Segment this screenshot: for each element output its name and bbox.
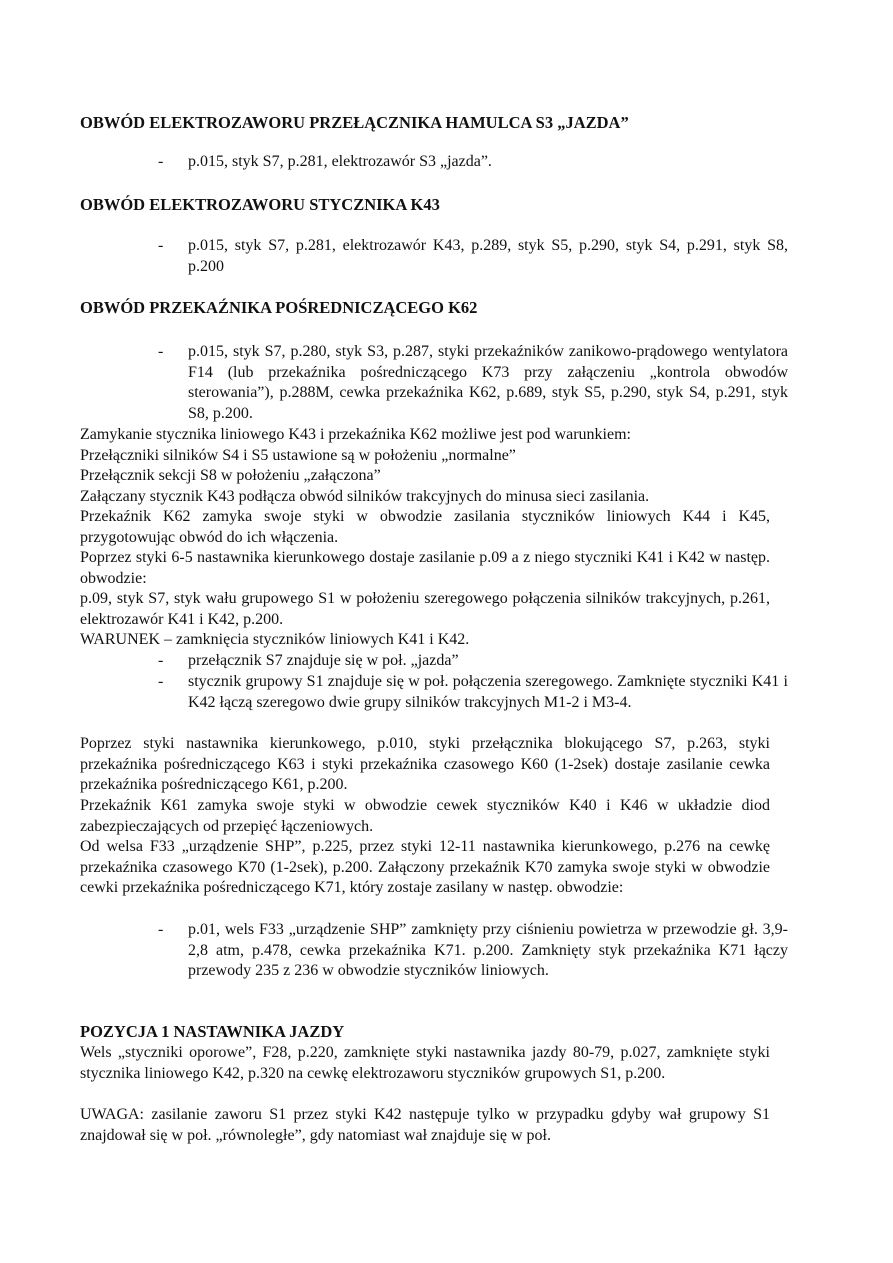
- k62-paragraph-6: Przekaźnik K61 zamyka swoje styki w obwodzie cewek styczników K40 i K46 w układzie diod zabezpieczających od przepięć łączeniowych.: [80, 797, 770, 835]
- s3-item-1: p.015, styk S7, p.281, elektrozawór S3 „jazda”.: [188, 153, 492, 170]
- k62-paragraph-7: Od welsa F33 „urządzenie SHP”, p.225, przez styki 12-11 nastawnika kierunkowego, p.276 na cewkę przekaźnika czasowego K70 (1-2sek), p.200. Załączony przekaźnik K70 zamyka swoje styki w obwodzie cewki przekaźnika pośredniczącego K71, który zostaje zasilany w następ. obwodzie:: [80, 838, 770, 896]
- condition-line: Przełączniki silników S4 i S5 ustawione są w położeniu „normalne”: [80, 446, 516, 464]
- k62-paragraph-1: Załączany stycznik K43 podłącza obwód silników trakcyjnych do minusa sieci zasilania.: [80, 488, 650, 505]
- list-item: - p.015, styk S7, p.281, elektrozawór S3 „jazda”.: [158, 152, 788, 173]
- heading-s3: OBWÓD ELEKTROZAWORU PRZEŁĄCZNIKA HAMULCA S3 „JAZDA”: [80, 113, 629, 132]
- list-item: - p.015, styk S7, p.280, styk S3, p.287, styki przekaźników zanikowo-prądowego wentylatora F14 (lub przekaźnika pośredniczącego K73 przy załączeniu „kontrola obwodów sterowania”), p.288M, cewka przekaźnika K62, p.689, styk S5, p.290, styk S4, p.291, styk S8, p.200.: [158, 342, 788, 424]
- heading-pos1: POZYCJA 1 NASTAWNIKA JAZDY: [80, 1022, 345, 1041]
- warunek-label: WARUNEK – zamknięcia styczników liniowych K41 i K42.: [80, 631, 470, 648]
- warunek-item-1: przełącznik S7 znajduje się w poł. „jazda”: [188, 652, 459, 669]
- list-item: - p.015, styk S7, p.281, elektrozawór K43, p.289, styk S5, p.290, styk S4, p.291, styk S8, p.200: [158, 236, 788, 277]
- heading-k62: OBWÓD PRZEKAŹNIKA POŚREDNICZĄCEGO K62: [80, 298, 478, 317]
- pos1-paragraph-2: UWAGA: zasilanie zaworu S1 przez styki K42 następuje tylko w przypadku gdyby wał grupowy S1 znajdował się w poł. „równoległe”, gdy natomiast wał znajduje się w poł.: [80, 1106, 770, 1144]
- k62-item-1: p.015, styk S7, p.280, styk S3, p.287, styki przekaźników zanikowo-prądowego wentylatora F14 (lub przekaźnika pośredniczącego K73 przy załączeniu „kontrola obwodów sterowania”), p.288M, cewka przekaźnika K62, p.689, styk S5, p.290, styk S4, p.291, styk S8, p.200.: [188, 343, 788, 422]
- k62-conditions: [80, 425, 770, 487]
- k62-paragraph-4: p.09, styk S7, styk wału grupowego S1 w położeniu szeregowego połączenia silników trakcyjnych, p.261, elektrozawór K41 i K42, p.200.: [80, 590, 770, 628]
- k62-paragraph-2: Przekaźnik K62 zamyka swoje styki w obwodzie zasilania styczników liniowych K44 i K45, przygotowując obwód do ich włączenia.: [80, 508, 770, 546]
- list-item: - stycznik grupowy S1 znajduje się w poł. połączenia szeregowego. Zamknięte styczniki K41 i K42 łączą szeregowo dwie grupy silników trakcyjnych M1-2 i M3-4.: [158, 672, 788, 713]
- k43-item-1: p.015, styk S7, p.281, elektrozawór K43, p.289, styk S5, p.290, styk S4, p.291, styk S8, p.200: [188, 237, 788, 275]
- k71-item-1: p.01, wels F33 „urządzenie SHP” zamknięty przy ciśnieniu powietrza w przewodzie gł. 3,9-2,8 atm, p.478, cewka przekaźnika K71. p.200. Zamknięty styk przekaźnika K71 łączy przewody 235 z 236 w obwodzie styczników liniowych.: [188, 921, 788, 979]
- warunek-item-2: stycznik grupowy S1 znajduje się w poł. połączenia szeregowego. Zamknięte styczniki K41 i K42 łączą szeregowo dwie grupy silników trakcyjnych M1-2 i M3-4.: [188, 673, 788, 711]
- k62-paragraph-5: Poprzez styki nastawnika kierunkowego, p.010, styki przełącznika blokującego S7, p.263, styki przekaźnika pośredniczącego K63 i styki przekaźnika czasowego K60 (1-2sek) dostaje zasilanie cewka przekaźnika pośredniczącego K61, p.200.: [80, 735, 770, 793]
- pos1-paragraph-1: Wels „styczniki oporowe”, F28, p.220, zamknięte styki nastawnika jazdy 80-79, p.027, zamknięte styki stycznika liniowego K42, p.320 na cewkę elektrozaworu styczników grupowych S1, p.200.: [80, 1044, 770, 1082]
- k62-paragraph-3: Poprzez styki 6-5 nastawnika kierunkowego dostaje zasilanie p.09 a z niego styczniki K41 i K42 w następ. obwodzie:: [80, 549, 770, 587]
- condition-line: Zamykanie stycznika liniowego K43 i przekaźnika K62 możliwe jest pod warunkiem:: [80, 426, 631, 443]
- list-item: - przełącznik S7 znajduje się w poł. „jazda”: [158, 651, 788, 672]
- heading-k43: OBWÓD ELEKTROZAWORU STYCZNIKA K43: [80, 195, 440, 214]
- condition-line: Przełącznik sekcji S8 w położeniu „załączona”: [80, 467, 381, 484]
- list-item: - p.01, wels F33 „urządzenie SHP” zamknięty przy ciśnieniu powietrza w przewodzie gł. 3,9-2,8 atm, p.478, cewka przekaźnika K71. p.200. Zamknięty styk przekaźnika K71 łączy przewody 235 z 236 w obwodzie styczników liniowych.: [158, 920, 788, 982]
